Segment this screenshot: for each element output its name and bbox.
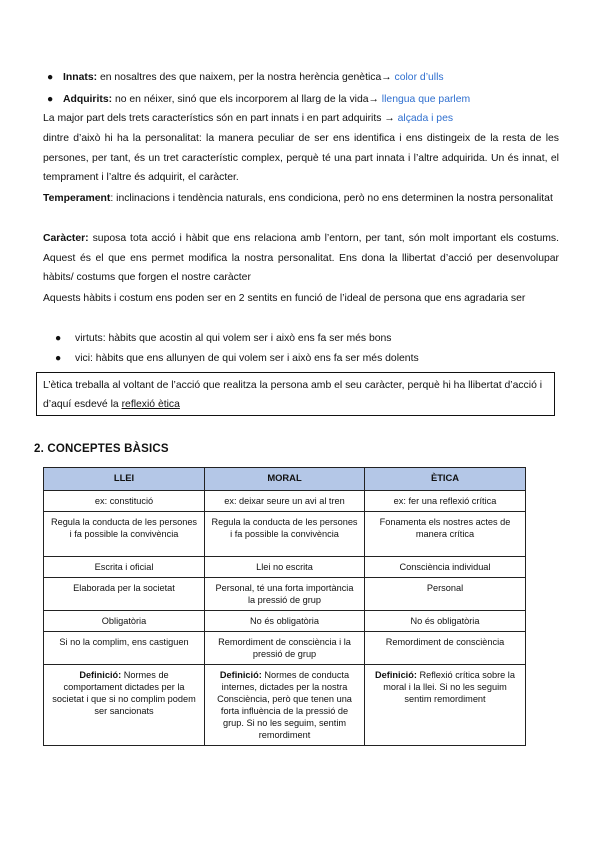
table-row xyxy=(44,557,526,578)
table-cell: Regula la conducta de les persones i fa possible la convivència xyxy=(44,512,205,557)
innats-example: color d’ulls xyxy=(391,72,444,83)
section-heading: 2. CONCEPTES BÀSICS xyxy=(34,443,169,455)
table-row xyxy=(44,611,526,632)
table-cell: Remordiment de consciència xyxy=(365,632,526,665)
table-cell: Regula la conducta de les persones i fa possible la convivència xyxy=(205,512,365,557)
table-cell: Escrita i oficial xyxy=(44,557,205,578)
definition-etica xyxy=(365,665,526,746)
adquirits-text: no en néixer, sinó que els incorporem al llarg de la vida xyxy=(112,94,369,105)
paragraph-personality: dintre d’això hi ha la personalitat: la manera peculiar de ser ens identifica i ens distingeix de la resta de les persones, per tant, és un tret característic complex, perquè té una part innata i l’altre adquirida. Un és innat, el temprament i l’altre és adquirit, el caràcter. xyxy=(43,133,559,184)
paragraph-caracter xyxy=(43,229,559,288)
table-cell: Remordiment de consciència i la pressió de grup xyxy=(205,632,365,665)
arrow-icon: → xyxy=(384,113,395,124)
definition-label: Definició: xyxy=(219,670,262,680)
bullet-dot: ● xyxy=(55,333,62,344)
adquirits-example: llengua que parlem xyxy=(378,94,471,105)
table-row xyxy=(44,632,526,665)
paragraph-habits: Aquests hàbits i costum ens poden ser en 2 sentits en funció de l’ideal de persona que ens agradaria ser xyxy=(43,293,526,304)
definition-text: Normes de conducta internes, dictades per la nostra Consciència, però que tenen una forta influència de la pressió de grup. Si no les seguim, sentim remordiment xyxy=(217,670,352,740)
header-moral: MORAL xyxy=(205,468,365,491)
arrow-icon: → xyxy=(381,72,392,83)
temperament-text: : inclinacions i tendència naturals, ens condiciona, però no ens determinen la nostra personalitat xyxy=(110,193,553,204)
table-row-definitions xyxy=(44,665,526,746)
ethics-note-text: L’ètica treballa al voltant de l’acció que realitza la persona amb el seu caràcter, perquè hi ha llibertat d’acció i d’aquí esdevé la xyxy=(43,380,543,410)
innats-label: Innats: xyxy=(63,72,98,83)
bullet-dot: ● xyxy=(55,353,62,364)
header-llei: LLEI xyxy=(44,468,205,491)
table-cell: No és obligatòria xyxy=(205,611,365,632)
temperament-label: Temperament xyxy=(43,193,111,204)
ethics-note-box xyxy=(36,372,555,416)
table-header-row xyxy=(44,468,526,491)
table-cell: Personal, té una forta importància la pressió de grup xyxy=(205,578,365,611)
table-cell: ex: constitució xyxy=(44,491,205,512)
definition-text: Normes de comportament dictades per la societat i que si no complim podem ser sancionats xyxy=(52,670,196,716)
table-cell: Si no la complim, ens castiguen xyxy=(44,632,205,665)
reflexio-etica-link: reflexió ètica xyxy=(121,399,180,410)
definition-label: Definició: xyxy=(79,670,122,680)
definition-moral xyxy=(205,665,365,746)
caracter-text: suposa tota acció i hàbit que ens relaciona amb l’entorn, per tant, són molt important els costums. Aquest és el que ens permet modifica la nostra personalitat. Ens dona la llibertat d’acció per desenvolupar hàbits/ costums que forgen el nostre caràcter xyxy=(43,233,559,284)
vici-text: vici: hàbits que ens allunyen de qui volem ser i això ens fa ser més dolents xyxy=(75,353,419,364)
concepts-table xyxy=(43,467,526,746)
caracter-label: Caràcter: xyxy=(43,233,89,244)
table-cell: Fonamenta els nostres actes de manera crítica xyxy=(365,512,526,557)
definition-label: Definició: xyxy=(375,670,417,680)
bullet-dot: ● xyxy=(47,94,54,105)
table-cell: Consciència individual xyxy=(365,557,526,578)
table-row xyxy=(44,512,526,557)
virtuts-text: virtuts: hàbits que acostin al qui volem ser i això ens fa ser més bons xyxy=(75,333,392,344)
table-cell: ex: fer una reflexió crítica xyxy=(365,491,526,512)
paragraph-temperament xyxy=(43,189,559,209)
table-row xyxy=(44,491,526,512)
traits-text: La major part dels trets característics són en part innats i en part adquirits xyxy=(43,113,385,124)
definition-text: Reflexió crítica sobre la moral i la llei. Si no les seguim sentim remordiment xyxy=(383,670,515,704)
traits-example: alçada i pes xyxy=(394,113,454,124)
table-cell: No és obligatòria xyxy=(365,611,526,632)
paragraph-traits xyxy=(43,109,559,129)
header-etica: ÈTICA xyxy=(365,468,526,491)
definition-llei xyxy=(44,665,205,746)
table-row xyxy=(44,578,526,611)
bullet-dot: ● xyxy=(47,72,54,83)
table-cell: Llei no escrita xyxy=(205,557,365,578)
table-cell: ex: deixar seure un avi al tren xyxy=(205,491,365,512)
adquirits-label: Adquirits: xyxy=(63,94,113,105)
table-cell: Obligatòria xyxy=(44,611,205,632)
table-cell: Personal xyxy=(365,578,526,611)
innats-text: en nosaltres des que naixem, per la nostra herència genètica xyxy=(97,72,382,83)
arrow-icon: → xyxy=(368,94,379,105)
table-cell: Elaborada per la societat xyxy=(44,578,205,611)
